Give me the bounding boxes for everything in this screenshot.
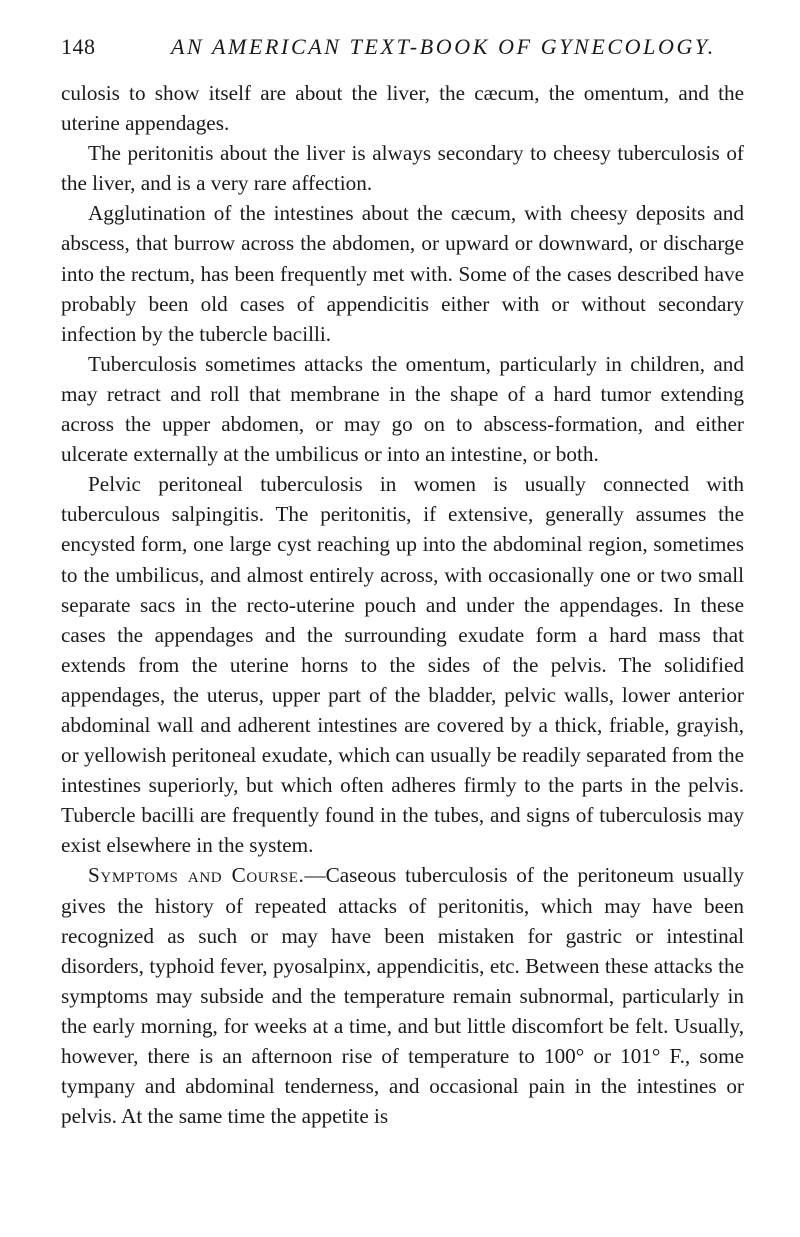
page-number: 148 — [61, 34, 96, 59]
running-title: AN AMERICAN TEXT-BOOK OF GYNECOLOGY. — [171, 34, 716, 59]
paragraph: Tuberculosis sometimes attacks the omentum, particularly in children, and may retract and roll that membrane in the shape of a hard tumor extending across the upper abdomen, or may go on to abscess-formation, and either ulcerate externally at the umbilicus or into an intestine, or both. — [61, 351, 744, 467]
running-head — [61, 34, 744, 60]
section-heading: Symptoms and Course. — [88, 863, 305, 888]
paragraph-text: —Caseous tuberculosis of the peritoneum usually gives the history of repeated attacks of peritonitis, which may have been recognized as such or may have been mistaken for gastric or intestinal disorders, typhoid fever, pyosalpinx, appendicitis, etc. Between these attacks the symptoms may subside and the temperature remain subnormal, particularly in the early morning, for weeks at a time, and but little discomfort be felt. Usually, however, there is an afternoon rise of temperature to 100° or 101° F., some tympany and abdominal tenderness, and occasional pain in the intestines or pelvis. At the same time the appetite is — [61, 863, 744, 1129]
body-text — [61, 78, 744, 1131]
book-page — [61, 34, 744, 1131]
paragraph: Pelvic peritoneal tuberculosis in women is usually connected with tuberculous salpingitis. The peritonitis, if extensive, generally assumes the encysted form, one large cyst reaching up into the abdominal region, sometimes to the umbilicus, and almost entirely across, with occasionally one or two small separate sacs in the recto-uterine pouch and under the appendages. In these cases the appendages and the surrounding exudate form a hard mass that extends from the uterine horns to the sides of the pelvis. The solidified appendages, the uterus, upper part of the bladder, pelvic walls, lower anterior abdominal wall and adherent intestines are covered by a thick, friable, grayish, or yellowish peritoneal exudate, which can usually be readily separated from the intestines superiorly, but which often adheres firmly to the parts in the pelvis. Tubercle bacilli are frequently found in the tubes, and signs of tuberculosis may exist elsewhere in the system. — [61, 472, 744, 858]
paragraph — [61, 860, 744, 1131]
paragraph: The peritonitis about the liver is always secondary to cheesy tuberculosis of the liver, and is a very rare affection. — [61, 141, 744, 196]
paragraph: culosis to show itself are about the liver, the cæcum, the omentum, and the uterine appendages. — [61, 81, 744, 136]
paragraph: Agglutination of the intestines about the cæcum, with cheesy deposits and abscess, that burrow across the abdomen, or upward or downward, or discharge into the rectum, has been frequently met with. Some of the cases described have probably been old cases of appendicitis either with or without secondary infection by the tubercle bacilli. — [61, 201, 744, 346]
